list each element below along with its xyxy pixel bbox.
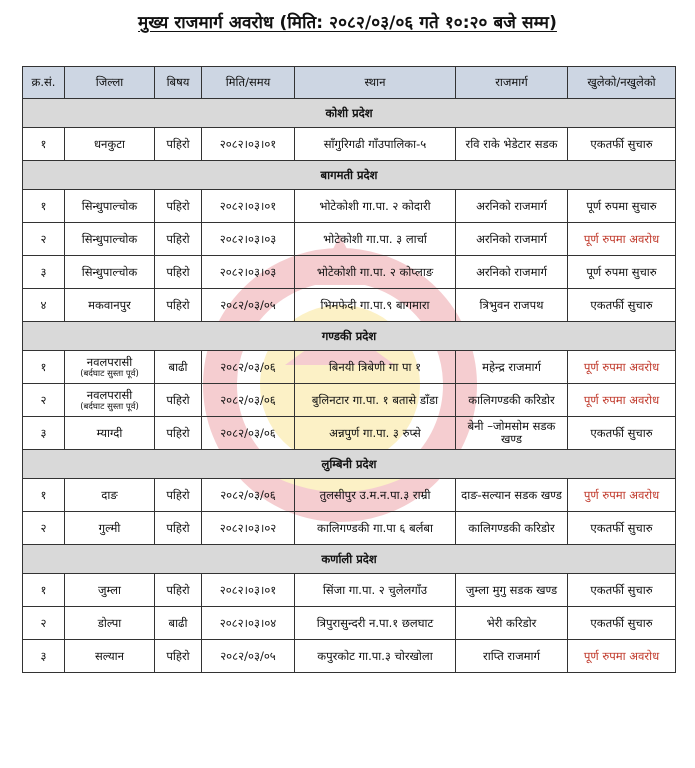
highway-cell (456, 512, 568, 545)
type-cell (155, 190, 202, 223)
highway-cell (456, 223, 568, 256)
province-row (23, 161, 676, 190)
serial-cell (23, 479, 65, 512)
page-title: मुख्य राजमार्ग अवरोध (मिति: २०८२/०३/०६ गते १०:२० बजे सम्म) (138, 13, 557, 33)
status-cell-text: एकतर्फी सुचारु (590, 615, 653, 630)
date-cell-text: २०८२/०३/०६ (220, 487, 276, 502)
date-cell-text: २०८२।०३।०२ (219, 520, 277, 535)
district-cell (65, 574, 155, 607)
serial-cell (23, 640, 65, 673)
province-name: कर्णाली प्रदेश (23, 545, 676, 574)
type-cell (155, 607, 202, 640)
type-cell-text: पहिरो (166, 198, 190, 213)
date-cell (202, 190, 295, 223)
district-cell (65, 256, 155, 289)
status-cell (568, 351, 676, 384)
serial-cell-text: १ (40, 136, 47, 151)
district-cell (65, 512, 155, 545)
table-row (23, 574, 676, 607)
serial-cell-text: १ (40, 198, 47, 213)
district-cell (65, 417, 155, 450)
district-cell (65, 223, 155, 256)
highway-cell-text: रवि राके भेडेटार सडक (465, 136, 558, 151)
col-status-header: खुलेको/नखुलेको (568, 67, 676, 99)
date-cell-text: २०८२।०३।०१ (219, 136, 277, 151)
title-wrap (0, 10, 695, 33)
place-cell-text: भोटेकोशी गा.पा. २ कोप्लाङ (316, 264, 434, 279)
serial-cell (23, 223, 65, 256)
table-row (23, 223, 676, 256)
col-date-header: मिति/समय (202, 67, 295, 99)
table-row (23, 479, 676, 512)
place-cell-text: भोटेकोशी गा.पा. ३ लार्चा (323, 231, 427, 246)
district-note: (बर्दघाट सुस्ता पूर्व) (80, 368, 139, 379)
place-cell-text: कपुरकोट गा.पा.३ चोरखोला (317, 648, 433, 663)
serial-cell-text: ३ (40, 425, 47, 440)
place-cell (295, 417, 456, 450)
date-cell-text: २०८२।०३।०३ (219, 264, 277, 279)
type-cell (155, 256, 202, 289)
col-district-header: जिल्ला (65, 67, 155, 99)
date-cell-text: २०८२/०३/०६ (220, 359, 276, 374)
highway-cell (456, 417, 568, 450)
highway-cell (456, 384, 568, 417)
status-cell (568, 190, 676, 223)
district-text: दाङ (101, 487, 118, 502)
type-cell (155, 479, 202, 512)
serial-cell-text: २ (40, 520, 47, 535)
highway-cell-text: त्रिभुवन राजपथ (479, 297, 544, 312)
place-cell-text: बुलिनटार गा.पा. १ बतासे डाँडा (311, 392, 439, 407)
type-cell (155, 417, 202, 450)
date-cell-text: २०८२।०३।०१ (219, 198, 277, 213)
place-cell (295, 223, 456, 256)
province-name: गण्डकी प्रदेश (23, 322, 676, 351)
date-cell (202, 351, 295, 384)
status-cell-text: पूर्ण रुपमा अवरोध (583, 359, 660, 374)
place-cell (295, 479, 456, 512)
place-cell-text: त्रिपुरासुन्दरी न.पा.१ छलघाट (316, 615, 434, 630)
district-text: धनकुटा (93, 136, 126, 151)
district-cell (65, 607, 155, 640)
serial-cell-text: २ (40, 231, 47, 246)
status-cell-text: एकतर्फी सुचारु (590, 520, 653, 535)
date-cell-text: २०८२/०३/०५ (220, 648, 276, 663)
highway-cell (456, 351, 568, 384)
district-text: सल्यान (94, 648, 125, 663)
type-cell-text: बाढी (168, 615, 188, 630)
place-cell (295, 607, 456, 640)
table-row (23, 417, 676, 450)
type-cell-text: पहिरो (166, 648, 190, 663)
district-cell (65, 384, 155, 417)
type-cell (155, 128, 202, 161)
highway-cell-text: बेनी –जोमसोम सडक खण्ड (467, 419, 556, 446)
province-row (23, 322, 676, 351)
type-cell-text: पहिरो (166, 582, 190, 597)
date-cell (202, 417, 295, 450)
type-cell-text: पहिरो (166, 425, 190, 440)
place-cell (295, 190, 456, 223)
highway-cell-text: जुम्ला मुगु सडक खण्ड (465, 582, 558, 597)
place-cell (295, 574, 456, 607)
place-cell-text: तुलसीपुर उ.म.न.पा.३ राम्री (319, 487, 431, 502)
date-cell (202, 289, 295, 322)
highway-cell (456, 607, 568, 640)
district-cell (65, 351, 155, 384)
serial-cell (23, 289, 65, 322)
status-cell (568, 574, 676, 607)
type-cell-text: पहिरो (166, 392, 190, 407)
place-cell-text: भिमफेदी गा.पा.९ बागमारा (320, 297, 430, 312)
province-name: बागमती प्रदेश (23, 161, 676, 190)
serial-cell-text: १ (40, 359, 47, 374)
highway-cell (456, 479, 568, 512)
date-cell (202, 479, 295, 512)
status-cell (568, 417, 676, 450)
serial-cell-text: १ (40, 487, 47, 502)
status-cell (568, 128, 676, 161)
date-cell-text: २०८२/०३/०६ (220, 392, 276, 407)
status-cell (568, 640, 676, 673)
province-row (23, 99, 676, 128)
district-text: डोल्पा (97, 615, 122, 630)
status-cell-text: पूर्ण रुपमा अवरोध (583, 392, 660, 407)
table-row (23, 289, 676, 322)
highway-cell-text: महेन्द्र राजमार्ग (482, 359, 541, 374)
date-cell (202, 128, 295, 161)
date-cell (202, 256, 295, 289)
serial-cell (23, 256, 65, 289)
serial-cell-text: २ (40, 615, 47, 630)
status-cell-text: एकतर्फी सुचारु (590, 136, 653, 151)
table-row (23, 190, 676, 223)
date-cell (202, 384, 295, 417)
place-cell-text: सिंजा गा.पा. २ चुलेलगाँउ (322, 582, 428, 597)
place-cell (295, 256, 456, 289)
status-cell-text: एकतर्फी सुचारु (590, 425, 653, 440)
district-cell (65, 190, 155, 223)
district-text: सिन्धुपाल्चोक (81, 231, 138, 246)
type-cell (155, 574, 202, 607)
highway-cell-text: अरनिको राजमार्ग (476, 231, 547, 246)
serial-cell-text: ३ (40, 648, 47, 663)
highway-cell (456, 190, 568, 223)
date-cell-text: २०८२/०३/०५ (220, 297, 276, 312)
status-cell (568, 512, 676, 545)
type-cell-text: पहिरो (166, 231, 190, 246)
col-place-header: स्थान (295, 67, 456, 99)
district-cell (65, 479, 155, 512)
district-cell (65, 128, 155, 161)
type-cell-text: बाढी (168, 359, 188, 374)
district-text: नवलपरासी (86, 354, 133, 369)
serial-cell-text: १ (40, 582, 47, 597)
status-cell-text: एकतर्फी सुचारु (590, 582, 653, 597)
status-cell (568, 256, 676, 289)
district-text: सिन्धुपाल्चोक (81, 264, 138, 279)
place-cell (295, 640, 456, 673)
type-cell-text: पहिरो (166, 520, 190, 535)
table-header-row (23, 67, 676, 99)
highway-cell (456, 640, 568, 673)
district-text: गुल्मी (98, 520, 121, 535)
status-cell-text: पुर्ण रुपमा अवरोध (583, 487, 660, 502)
serial-cell-text: ३ (40, 264, 47, 279)
serial-cell (23, 607, 65, 640)
highway-cell (456, 256, 568, 289)
status-cell-text: पूर्ण रुपमा सुचारु (586, 264, 657, 279)
place-cell (295, 128, 456, 161)
status-cell-text: पूर्ण रुपमा अवरोध (583, 648, 660, 663)
date-cell (202, 607, 295, 640)
serial-cell (23, 351, 65, 384)
col-type-header: बिषय (155, 67, 202, 99)
serial-cell (23, 417, 65, 450)
table-body (23, 99, 676, 673)
table-row (23, 512, 676, 545)
table-row (23, 256, 676, 289)
type-cell (155, 223, 202, 256)
serial-cell (23, 128, 65, 161)
place-cell-text: अन्नपुर्ण गा.पा. ३ रुप्से (329, 425, 421, 440)
table-row (23, 607, 676, 640)
date-cell-text: २०८२।०३।०१ (219, 582, 277, 597)
status-cell-text: पूर्ण रुपमा अवरोध (583, 231, 660, 246)
type-cell-text: पहिरो (166, 487, 190, 502)
serial-cell (23, 574, 65, 607)
district-text: म्याग्दी (96, 425, 123, 440)
place-cell-text: भोटेकोशी गा.पा. २ कोदारी (319, 198, 431, 213)
col-highway-header: राजमार्ग (456, 67, 568, 99)
table-row (23, 128, 676, 161)
type-cell-text: पहिरो (166, 136, 190, 151)
highway-cell-text: भेरी करिडोर (486, 615, 537, 630)
highway-cell (456, 574, 568, 607)
place-cell (295, 384, 456, 417)
place-cell (295, 512, 456, 545)
district-text: नवलपरासी (86, 387, 133, 402)
date-cell-text: २०८२/०३/०६ (220, 425, 276, 440)
table-row (23, 640, 676, 673)
place-cell-text: कालिगण्डकी गा.पा ६ बर्लबा (317, 520, 433, 535)
status-cell-text: एकतर्फी सुचारु (590, 297, 653, 312)
place-cell (295, 351, 456, 384)
district-cell (65, 640, 155, 673)
type-cell (155, 289, 202, 322)
type-cell (155, 512, 202, 545)
status-cell (568, 223, 676, 256)
highway-cell (456, 128, 568, 161)
district-note: (बर्दघाट सुस्ता पूर्व) (80, 401, 139, 412)
place-cell (295, 289, 456, 322)
date-cell-text: २०८२।०३।०३ (219, 231, 277, 246)
district-text: सिन्धुपाल्चोक (81, 198, 138, 213)
serial-cell-text: २ (40, 392, 47, 407)
date-cell-text: २०८२।०३।०४ (219, 615, 277, 630)
place-cell-text: साँगुरिगढी गाँउपालिका-५ (323, 136, 427, 151)
highway-cell-text: कालिगण्डकी करिडोर (468, 520, 555, 535)
type-cell (155, 384, 202, 417)
district-text: जुम्ला (97, 582, 122, 597)
table-row (23, 384, 676, 417)
highway-cell-text: अरनिको राजमार्ग (476, 198, 547, 213)
status-cell (568, 384, 676, 417)
highway-cell-text: अरनिको राजमार्ग (476, 264, 547, 279)
type-cell (155, 640, 202, 673)
status-cell (568, 479, 676, 512)
status-cell-text: पूर्ण रुपमा सुचारु (586, 198, 657, 213)
place-cell-text: बिनयी त्रिबेणी गा पा १ (328, 359, 422, 374)
date-cell (202, 512, 295, 545)
serial-cell (23, 512, 65, 545)
highway-cell (456, 289, 568, 322)
type-cell-text: पहिरो (166, 297, 190, 312)
serial-cell (23, 190, 65, 223)
type-cell (155, 351, 202, 384)
road-blockage-table (22, 66, 676, 673)
status-cell (568, 607, 676, 640)
table-row (23, 351, 676, 384)
province-row (23, 450, 676, 479)
serial-cell-text: ४ (40, 297, 47, 312)
col-sn-header: क्र.सं. (23, 67, 65, 99)
province-row (23, 545, 676, 574)
highway-cell-text: दाङ-सल्यान सडक खण्ड (461, 487, 562, 502)
date-cell (202, 223, 295, 256)
date-cell (202, 640, 295, 673)
highway-cell-text: कालिगण्डकी करिडोर (468, 392, 555, 407)
district-cell (65, 289, 155, 322)
province-name: कोशी प्रदेश (23, 99, 676, 128)
province-name: लुम्बिनी प्रदेश (23, 450, 676, 479)
district-text: मकवानपुर (88, 297, 131, 312)
date-cell (202, 574, 295, 607)
serial-cell (23, 384, 65, 417)
status-cell (568, 289, 676, 322)
type-cell-text: पहिरो (166, 264, 190, 279)
highway-cell-text: राप्ति राजमार्ग (483, 648, 540, 663)
